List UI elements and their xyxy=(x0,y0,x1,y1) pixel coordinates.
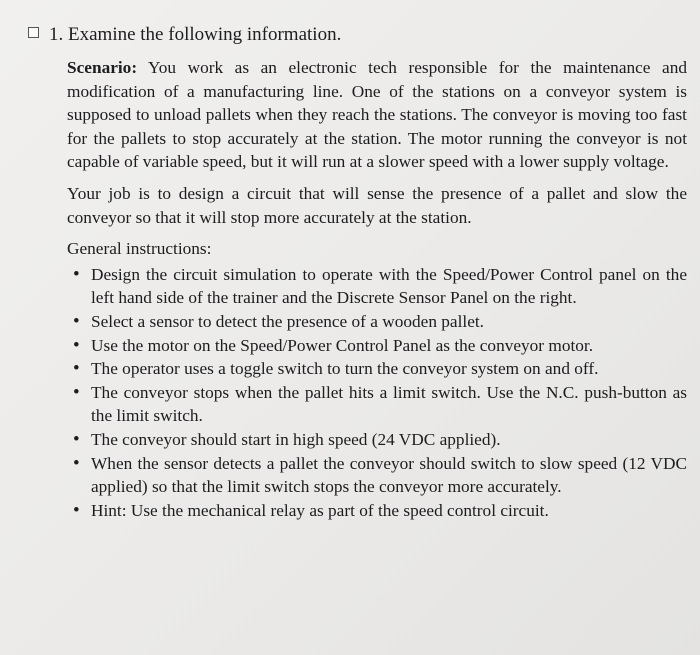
instruction-text: The conveyor stops when the pallet hits a limit switch. Use the N.C. push-button as the limit switch. xyxy=(91,382,687,426)
job-paragraph: Your job is to design a circuit that will sense the presence of a pallet and slow the conveyor so that it will stop more accurately at the station. xyxy=(67,183,687,227)
list-item xyxy=(67,310,687,334)
question-header xyxy=(28,22,341,48)
instruction-text: Hint: Use the mechanical relay as part of the speed control circuit. xyxy=(91,500,549,520)
scenario-label: Scenario: xyxy=(67,58,138,77)
question-body xyxy=(67,56,687,522)
scenario-paragraph xyxy=(67,56,687,174)
instruction-text: Use the motor on the Speed/Power Control Panel as the conveyor motor. xyxy=(91,335,594,355)
general-instructions-heading: General instructions: xyxy=(67,239,212,259)
list-item xyxy=(67,452,687,499)
list-item xyxy=(67,381,687,428)
instruction-text: The conveyor should start in high speed (24 VDC applied). xyxy=(91,429,501,449)
question-number: 1. xyxy=(49,24,64,45)
scenario-text: You work as an electronic tech responsible for the maintenance and modification of a manufacturing line. One of the stations on a conveyor system is supposed to unload pallets when they reach the stations. The conveyor is moving too fast for the pallets to stop accurately at the station. The motor running the conveyor is not capable of variable speed, but it will run at a slower speed with a lower supply voltage. xyxy=(67,58,687,172)
checkbox-icon[interactable] xyxy=(28,27,39,38)
question-title: Examine the following information. xyxy=(68,24,342,45)
list-item xyxy=(67,499,687,523)
instruction-text: The operator uses a toggle switch to turn the conveyor system on and off. xyxy=(91,359,599,379)
instruction-text: When the sensor detects a pallet the conveyor should switch to slow speed (12 VDC applied) so that the limit switch stops the conveyor more accurately. xyxy=(91,453,687,497)
list-item xyxy=(67,263,687,310)
instruction-list xyxy=(67,263,687,523)
list-item xyxy=(67,357,687,381)
list-item xyxy=(67,428,687,452)
instruction-text: Design the circuit simulation to operate with the Speed/Power Control panel on the left hand side of the trainer and the Discrete Sensor Panel on the right. xyxy=(91,264,687,308)
list-item xyxy=(67,334,687,358)
instruction-text: Select a sensor to detect the presence of a wooden pallet. xyxy=(91,311,484,331)
